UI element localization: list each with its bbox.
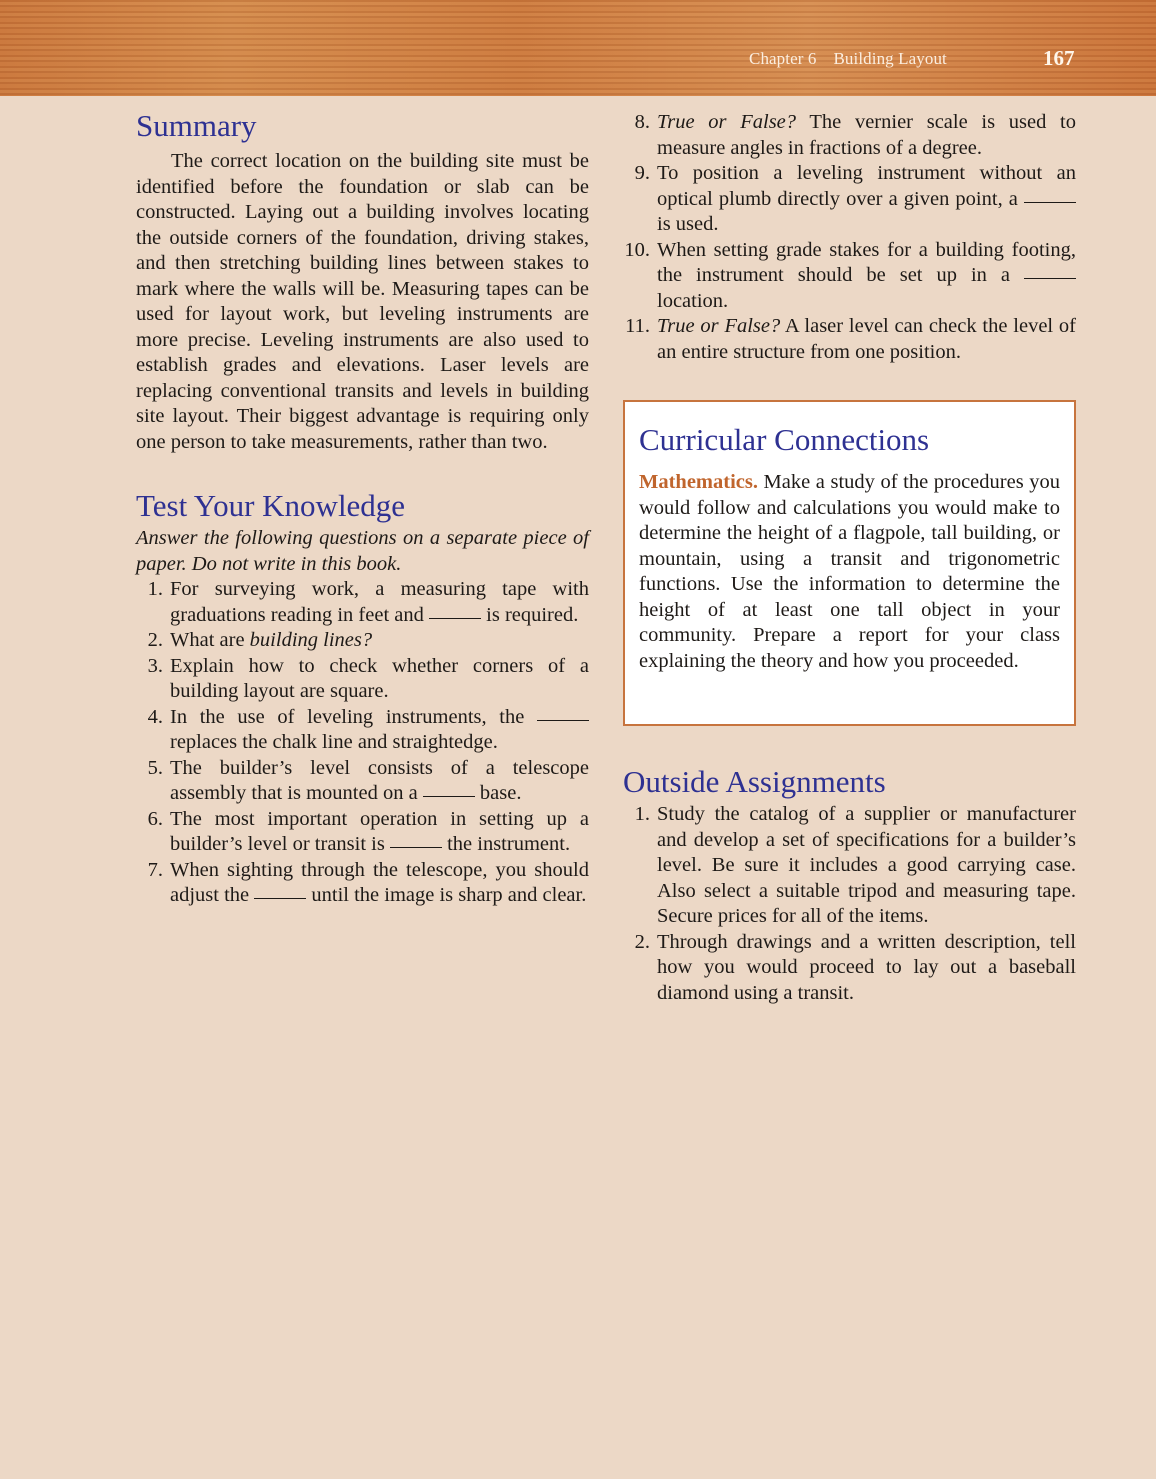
question-number: 7. — [147, 858, 163, 881]
question-stem: To position a leveling instrument without an optical plumb directly over a given point, a — [657, 162, 1076, 210]
question-stem: In the use of leveling instruments, the — [170, 705, 537, 728]
question-text — [657, 238, 1076, 315]
curricular-connections-text — [639, 470, 1060, 674]
assignment-number: 2. — [634, 930, 650, 953]
question-text — [657, 161, 1076, 238]
question-item — [623, 314, 1076, 365]
true-false-label: True or False? — [657, 111, 797, 133]
curricular-connections-heading: Curricular Connections — [639, 422, 930, 457]
question-tail: until the image is sharp and clear. — [306, 884, 587, 906]
question-stem: What are — [170, 629, 250, 651]
question-number: 9. — [634, 162, 650, 184]
question-stem: For surveying work, a measuring tape with graduations reading in feet and — [170, 578, 589, 626]
question-tail: base. — [474, 782, 522, 804]
question-item — [623, 161, 1076, 238]
question-text — [170, 807, 589, 858]
question-tail: is used. — [657, 213, 719, 235]
question-list-right — [623, 110, 1076, 365]
assignment-number: 1. — [634, 803, 650, 825]
question-item — [136, 705, 589, 756]
question-item — [136, 628, 589, 654]
answer-blank — [537, 720, 589, 721]
curricular-connections-box — [623, 400, 1076, 726]
question-item — [136, 858, 589, 909]
question-item — [623, 238, 1076, 315]
question-item — [136, 756, 589, 807]
question-stem: The most important operation in setting up a builder’s level or transit is — [170, 807, 589, 855]
test-your-knowledge-section — [136, 488, 589, 909]
question-text — [170, 654, 589, 705]
question-tail: the instrument. — [441, 833, 571, 855]
summary-text: The correct location on the building site must be identified before the foundation or slab can be constructed. Laying out a building involves locating the outside corners of the foundation, driving stakes, and then stretching building lines between stakes to mark where the walls will be. Measuring tapes can be used for layout work, but leveling instruments are more precise. Leveling instruments are also used to establish grades and elevations. Laser levels are replacing conventional transits and levels in building site layout. Their biggest advantage is requiring only one person to take measurements, rather than two. — [136, 150, 589, 453]
subject-label: Mathematics. — [639, 471, 758, 493]
question-item — [136, 577, 589, 628]
question-number: 5. — [147, 756, 163, 779]
test-your-knowledge-heading: Test Your Knowledge — [136, 488, 406, 523]
question-text — [657, 314, 1076, 365]
question-tail: location. — [657, 289, 729, 312]
chapter-number: Chapter 6 — [749, 49, 817, 68]
emphasized-term: building lines? — [249, 629, 373, 651]
question-stem: Explain how to check whether corners of a building layout are square. — [170, 654, 589, 702]
question-number: 10. — [624, 238, 650, 261]
assignment-text: Study the catalog of a supplier or manufacturer and develop a set of specifications for a builder’s level. Be sure it includes a good carrying case. Also select a suitable tripod and measuring tape. Secure prices for all of the items. — [657, 803, 1076, 927]
assignment-item — [623, 802, 1076, 930]
summary-heading: Summary — [136, 108, 257, 143]
true-false-label: True or False? — [657, 315, 781, 337]
question-stem: A laser level can check the level of an entire structure from one position. — [657, 315, 1076, 363]
question-item — [623, 110, 1076, 161]
question-text — [170, 756, 589, 807]
question-stem: The vernier scale is used to measure angles in fractions of a degree. — [657, 111, 1077, 159]
question-number: 2. — [147, 629, 163, 651]
instructions: Answer the following questions on a separate piece of paper. Do not write in this book. — [136, 527, 589, 575]
wood-header-band — [0, 0, 1156, 96]
question-item — [136, 654, 589, 705]
question-stem: When sighting through the telescope, you should adjust the — [170, 858, 589, 906]
answer-blank — [423, 796, 475, 797]
running-head — [749, 49, 947, 69]
assignment-item — [623, 930, 1076, 1007]
right-column — [623, 110, 1076, 365]
answer-blank — [1024, 278, 1076, 279]
outside-assignments-heading: Outside Assignments — [623, 764, 886, 799]
question-number: 11. — [625, 315, 650, 337]
question-tail: is required. — [481, 603, 579, 626]
question-text — [170, 628, 589, 654]
answer-blank — [254, 898, 306, 899]
question-text — [170, 705, 589, 756]
question-list-left — [136, 577, 589, 909]
assignment-text: Through drawings and a written description, tell how you would proceed to lay out a baseball diamond using a transit. — [657, 930, 1076, 1004]
question-tail: replaces the chalk line and straightedge. — [170, 731, 498, 753]
page-number: 167 — [1043, 46, 1075, 70]
question-number: 3. — [147, 654, 163, 677]
answer-blank — [1024, 202, 1076, 203]
chapter-title: Building Layout — [833, 49, 947, 68]
question-text — [170, 858, 589, 909]
question-stem: The builder’s level consists of a telescope assembly that is mounted on a — [170, 756, 589, 804]
assignment-list — [623, 802, 1076, 1006]
question-stem: When setting grade stakes for a building footing, the instrument should be set up in a — [657, 238, 1076, 286]
question-number: 1. — [147, 578, 163, 600]
question-text — [657, 110, 1076, 161]
activity-text: Make a study of the procedures you would follow and calculations you would make to determine the height of a flagpole, tall building, or mountain, using a transit and trigonometric functions. Use the information to determine the height of at least one tall object in your community. Prepare a report for your class explaining the theory and how you proceeded. — [639, 471, 1060, 672]
question-number: 6. — [147, 807, 163, 830]
left-column — [136, 108, 589, 909]
question-number: 4. — [147, 705, 163, 728]
question-number: 8. — [634, 111, 650, 133]
summary-section — [136, 108, 589, 455]
answer-blank — [429, 618, 481, 619]
answer-blank — [390, 847, 442, 848]
question-item — [136, 807, 589, 858]
outside-assignments-section — [623, 764, 1076, 1006]
question-text — [170, 577, 589, 628]
